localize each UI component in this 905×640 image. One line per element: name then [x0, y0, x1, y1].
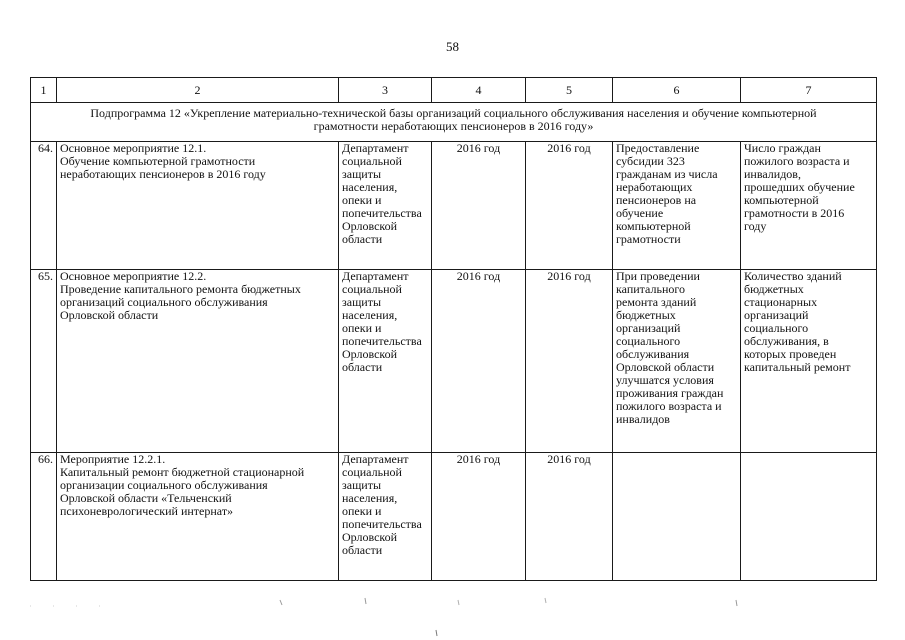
cell-line: опеки и: [342, 193, 382, 207]
cell-line: обслуживания, в: [744, 334, 829, 348]
cell-line: социальной: [342, 465, 402, 479]
indicator-cell: [741, 453, 877, 581]
department-cell: [339, 453, 432, 581]
column-number: 4: [432, 78, 526, 103]
cell-line: Основное мероприятие 12.1.: [60, 141, 207, 155]
cell-line: защиты: [342, 295, 382, 309]
column-number: 2: [57, 78, 339, 103]
cell-line: проживания граждан: [616, 386, 724, 400]
event-cell: [57, 142, 339, 270]
cell-line: улучшатся условия: [616, 373, 714, 387]
indicator-cell: [741, 142, 877, 270]
cell-line: Орловской области: [616, 360, 715, 374]
cell-line: инвалидов: [616, 412, 670, 426]
cell-line: защиты: [342, 478, 382, 492]
cell-line: социального: [744, 321, 809, 335]
cell-line: психоневрологический интернат»: [60, 504, 234, 518]
subprogram-title-line: грамотности неработающих пенсионеров в 2016 году»: [313, 119, 594, 133]
cell-line: Орловской: [342, 347, 398, 361]
cell-line: субсидии 323: [616, 154, 685, 168]
cell-line: опеки и: [342, 504, 382, 518]
scan-speck: [365, 598, 366, 604]
cell-line: инвалидов,: [744, 167, 801, 181]
scan-speck: [545, 598, 546, 603]
cell-line: грамотности: [616, 232, 681, 246]
cell-line: социального: [616, 334, 681, 348]
event-cell: [57, 453, 339, 581]
cell-line: Предоставление: [616, 141, 700, 155]
department-cell: [339, 270, 432, 453]
cell-line: Количество зданий: [744, 269, 842, 283]
cell-line: населения,: [342, 308, 398, 322]
start-year-cell: 2016 год: [432, 142, 526, 270]
table-row: [31, 453, 877, 581]
cell-line: организации социального обслуживания: [60, 478, 268, 492]
scan-speck: [458, 600, 459, 605]
indicator-cell: [741, 270, 877, 453]
cell-line: Департамент: [342, 452, 409, 466]
cell-line: попечительства: [342, 517, 422, 531]
cell-line: Департамент: [342, 141, 409, 155]
cell-line: Основное мероприятие 12.2.: [60, 269, 207, 283]
column-number: 7: [741, 78, 877, 103]
cell-line: Департамент: [342, 269, 409, 283]
cell-line: населения,: [342, 180, 398, 194]
cell-line: области: [342, 232, 383, 246]
cell-line: социальной: [342, 154, 402, 168]
cell-line: неработающих: [616, 180, 693, 194]
cell-line: Орловской: [342, 530, 398, 544]
cell-line: организаций: [616, 321, 681, 335]
cell-line: капитального: [616, 282, 685, 296]
cell-line: Орловской: [342, 219, 398, 233]
cell-line: населения,: [342, 491, 398, 505]
column-number: 1: [31, 78, 57, 103]
cell-line: организаций социального обслуживания: [60, 295, 268, 309]
cell-line: грамотности в 2016: [744, 206, 845, 220]
cell-line: При проведении: [616, 269, 700, 283]
cell-line: которых проведен: [744, 347, 837, 361]
cell-line: компьютерной: [616, 219, 691, 233]
table-row: [31, 142, 877, 270]
subprogram-title-line: Подпрограмма 12 «Укрепление материально-технической базы организаций социального обслуживания населения и обучение компьютерной: [90, 106, 817, 120]
cell-line: капитальный ремонт: [744, 360, 851, 374]
cell-line: бюджетных: [744, 282, 804, 296]
cell-line: гражданам из числа: [616, 167, 718, 181]
cell-line: защиты: [342, 167, 382, 181]
cell-line: Мероприятие 12.2.1.: [60, 452, 166, 466]
cell-line: Капитальный ремонт бюджетной стационарной: [60, 465, 305, 479]
program-table: [30, 77, 877, 581]
department-cell: [339, 142, 432, 270]
start-year-cell: 2016 год: [432, 453, 526, 581]
subprogram-title: [31, 103, 877, 142]
cell-line: Обучение компьютерной грамотности: [60, 154, 256, 168]
column-number-row: [31, 78, 877, 103]
cell-line: обслуживания: [616, 347, 690, 361]
table-row: [31, 270, 877, 453]
page-number: 58: [446, 39, 459, 54]
column-number: 6: [613, 78, 741, 103]
cell-line: неработающих пенсионеров в 2016 году: [60, 167, 266, 181]
scan-speck: [736, 600, 737, 606]
cell-line: опеки и: [342, 321, 382, 335]
cell-line: области: [342, 543, 383, 557]
cell-line: бюджетных: [616, 308, 676, 322]
column-number: 5: [526, 78, 613, 103]
cell-line: социальной: [342, 282, 402, 296]
result-cell: [613, 142, 741, 270]
event-cell: [57, 270, 339, 453]
start-year-cell: 2016 год: [432, 270, 526, 453]
scan-speck: [280, 600, 282, 605]
cell-line: компьютерной: [744, 193, 819, 207]
result-cell: [613, 453, 741, 581]
row-number: 65.: [31, 270, 57, 453]
cell-line: Орловской области «Тельченский: [60, 491, 232, 505]
end-year-cell: 2016 год: [526, 270, 613, 453]
cell-line: обучение: [616, 206, 664, 220]
scan-speck: [436, 630, 437, 636]
end-year-cell: 2016 год: [526, 453, 613, 581]
cell-line: Проведение капитального ремонта бюджетных: [60, 282, 301, 296]
cell-line: Орловской области: [60, 308, 159, 322]
cell-line: попечительства: [342, 334, 422, 348]
column-number: 3: [339, 78, 432, 103]
cell-line: ремонта зданий: [616, 295, 697, 309]
cell-line: году: [744, 219, 767, 233]
cell-line: организаций: [744, 308, 809, 322]
row-number: 66.: [31, 453, 57, 581]
row-number: 64.: [31, 142, 57, 270]
cell-line: пенсионеров на: [616, 193, 697, 207]
cell-line: стационарных: [744, 295, 818, 309]
end-year-cell: 2016 год: [526, 142, 613, 270]
result-cell: [613, 270, 741, 453]
subprogram-row: [31, 103, 877, 142]
cell-line: пожилого возраста и: [744, 154, 850, 168]
cell-line: прошедших обучение: [744, 180, 855, 194]
cell-line: Число граждан: [744, 141, 821, 155]
cell-line: пожилого возраста и: [616, 399, 722, 413]
cell-line: попечительства: [342, 206, 422, 220]
cell-line: области: [342, 360, 383, 374]
